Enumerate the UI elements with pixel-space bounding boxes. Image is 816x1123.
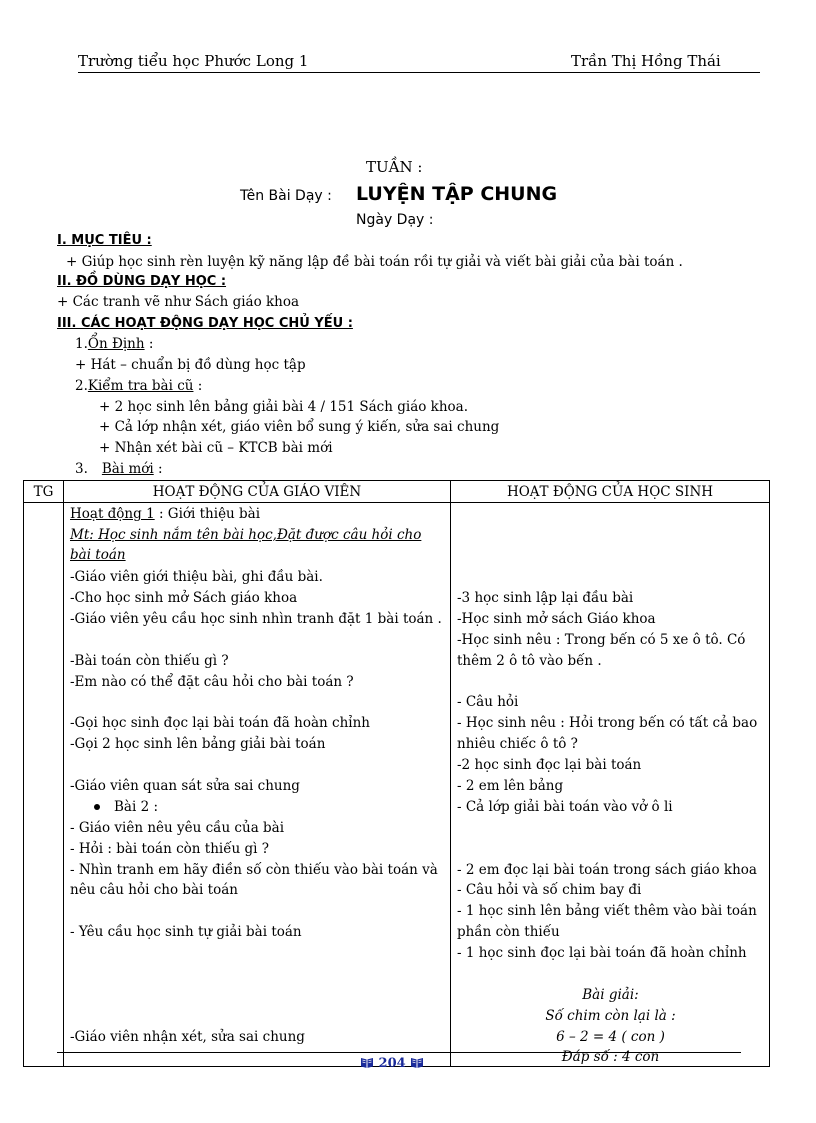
step-1-colon: : (144, 336, 154, 352)
exercise-2-heading (70, 797, 158, 817)
student-step: - 1 học sinh đọc lại bài toán đã hoàn chỉnh (457, 945, 747, 961)
teacher-step: -Giáo viên quan sát sửa sai chung (70, 778, 300, 794)
table-header-row (24, 481, 770, 503)
column-header-student: HOẠT ĐỘNG CỦA HỌC SINH (451, 481, 770, 503)
objectives-text: + Giúp học sinh rèn luyện kỹ năng lập đề bài toán rồi tự giải và viết bài giải của bài toán . (66, 254, 683, 270)
bullet-icon (94, 804, 100, 810)
student-step: - Câu hỏi và số chim bay đi (457, 882, 642, 898)
objectives-heading: I. MỤC TIÊU : (57, 233, 152, 248)
teacher-step: - Giáo viên nêu yêu cầu của bài (70, 820, 285, 836)
step-1 (75, 336, 153, 352)
step-3-title: Bài mới (101, 461, 154, 477)
student-step: - Câu hỏi (457, 694, 519, 710)
student-step: nhiêu chiếc ô tô ? (457, 736, 578, 752)
step-1-item: + Hát – chuẩn bị đồ dùng học tập (75, 357, 306, 373)
objective-line: Mt: Học sinh nắm tên bài học,Đặt được câu hỏi cho (70, 527, 422, 543)
student-step: - 1 học sinh lên bảng viết thêm vào bài toán (457, 903, 757, 919)
teacher-step: -Gọi 2 học sinh lên bảng giải bài toán (70, 736, 326, 752)
step-3-number: 3. (75, 461, 88, 477)
teacher-step: nêu câu hỏi cho bài toán (70, 882, 238, 898)
step-2-item: + Cả lớp nhận xét, giáo viên bổ sung ý kiến, sửa sai chung (99, 419, 500, 435)
step-1-title: Ổn Định (87, 336, 145, 352)
student-step: -Học sinh mở sách Giáo khoa (457, 611, 656, 627)
materials-text: + Các tranh vẽ như Sách giáo khoa (57, 294, 300, 310)
objective-line: bài toán (70, 547, 126, 563)
student-step: -3 học sinh lập lại đầu bài (457, 590, 634, 606)
student-step: - 2 em đọc lại bài toán trong sách giáo khoa (457, 862, 757, 878)
table-row (24, 503, 770, 1067)
book-icon (410, 1057, 424, 1068)
step-1-number: 1. (75, 336, 88, 352)
student-step: phần còn thiếu (457, 924, 560, 940)
teacher-activities-cell (64, 503, 451, 1067)
student-step: - Cả lớp giải bài toán vào vở ô li (457, 799, 673, 815)
header-divider (78, 72, 760, 73)
page-number (360, 1056, 424, 1071)
lesson-title-label: Tên Bài Dạy : (240, 188, 332, 204)
activity-1-title (70, 504, 260, 524)
exercise-2-label: Bài 2 : (114, 799, 159, 815)
week-label: TUẦN : (366, 158, 423, 176)
student-step: -Học sinh nêu : Trong bến có 5 xe ô tô. Có (457, 632, 746, 648)
teacher-step: - Nhìn tranh em hãy điền số còn thiếu vào bài toán và (70, 862, 438, 878)
date-label: Ngày Dạy : (356, 212, 434, 228)
teacher-step: - Yêu cầu học sinh tự giải bài toán (70, 924, 302, 940)
student-step: thêm 2 ô tô vào bến . (457, 653, 602, 669)
teacher-step: -Bài toán còn thiếu gì ? (70, 653, 229, 669)
student-activities-cell (451, 503, 770, 1067)
step-2-colon: : (193, 378, 203, 394)
footer-divider (57, 1052, 741, 1053)
solution-line: Số chim còn lại là : (545, 1008, 676, 1024)
solution-answer: Đáp số : 4 con (561, 1049, 660, 1065)
time-cell (24, 503, 64, 1067)
step-3 (75, 461, 163, 477)
activity-1-name: : Giới thiệu bài (154, 506, 261, 522)
teacher-name: Trần Thị Hồng Thái (571, 52, 721, 70)
teacher-step: -Giáo viên giới thiệu bài, ghi đầu bài. (70, 569, 323, 585)
step-2-item: + Nhận xét bài cũ – KTCB bài mới (99, 440, 333, 456)
step-2-item: + 2 học sinh lên bảng giải bài 4 / 151 Sách giáo khoa. (99, 399, 469, 415)
materials-heading: II. ĐỒ DÙNG DẠY HỌC : (57, 274, 227, 289)
teacher-step: -Giáo viên nhận xét, sửa sai chung (70, 1029, 305, 1045)
step-2-number: 2. (75, 378, 88, 394)
column-header-tg: TG (24, 481, 64, 503)
school-name: Trường tiểu học Phước Long 1 (78, 52, 309, 70)
student-step: - 2 em lên bảng (457, 778, 564, 794)
student-step: - Học sinh nêu : Hỏi trong bến có tất cả bao (457, 715, 758, 731)
book-icon (360, 1057, 374, 1068)
teacher-step: -Cho học sinh mở Sách giáo khoa (70, 590, 298, 606)
activities-heading: III. CÁC HOẠT ĐỘNG DẠY HỌC CHỦ YẾU : (57, 316, 353, 331)
column-header-teacher: HOẠT ĐỘNG CỦA GIÁO VIÊN (64, 481, 451, 503)
step-2 (75, 378, 202, 394)
activity-1-label: Hoạt động 1 (70, 506, 155, 522)
lesson-title: LUYỆN TẬP CHUNG (356, 183, 558, 205)
step-2-title: Kiểm tra bài cũ (87, 378, 194, 394)
step-3-colon: : (153, 461, 163, 477)
solution-equation: 6 – 2 = 4 ( con ) (556, 1029, 665, 1045)
page-number-value: 204 (378, 1056, 406, 1071)
activities-table (23, 480, 770, 1067)
teacher-step: -Giáo viên yêu cầu học sinh nhìn tranh đặt 1 bài toán . (70, 611, 442, 627)
teacher-step: -Gọi học sinh đọc lại bài toán đã hoàn chỉnh (70, 715, 370, 731)
solution-heading: Bài giải: (582, 987, 639, 1003)
student-step: -2 học sinh đọc lại bài toán (457, 757, 642, 773)
teacher-step: -Em nào có thể đặt câu hỏi cho bài toán ? (70, 674, 354, 690)
teacher-step: - Hỏi : bài toán còn thiếu gì ? (70, 841, 269, 857)
